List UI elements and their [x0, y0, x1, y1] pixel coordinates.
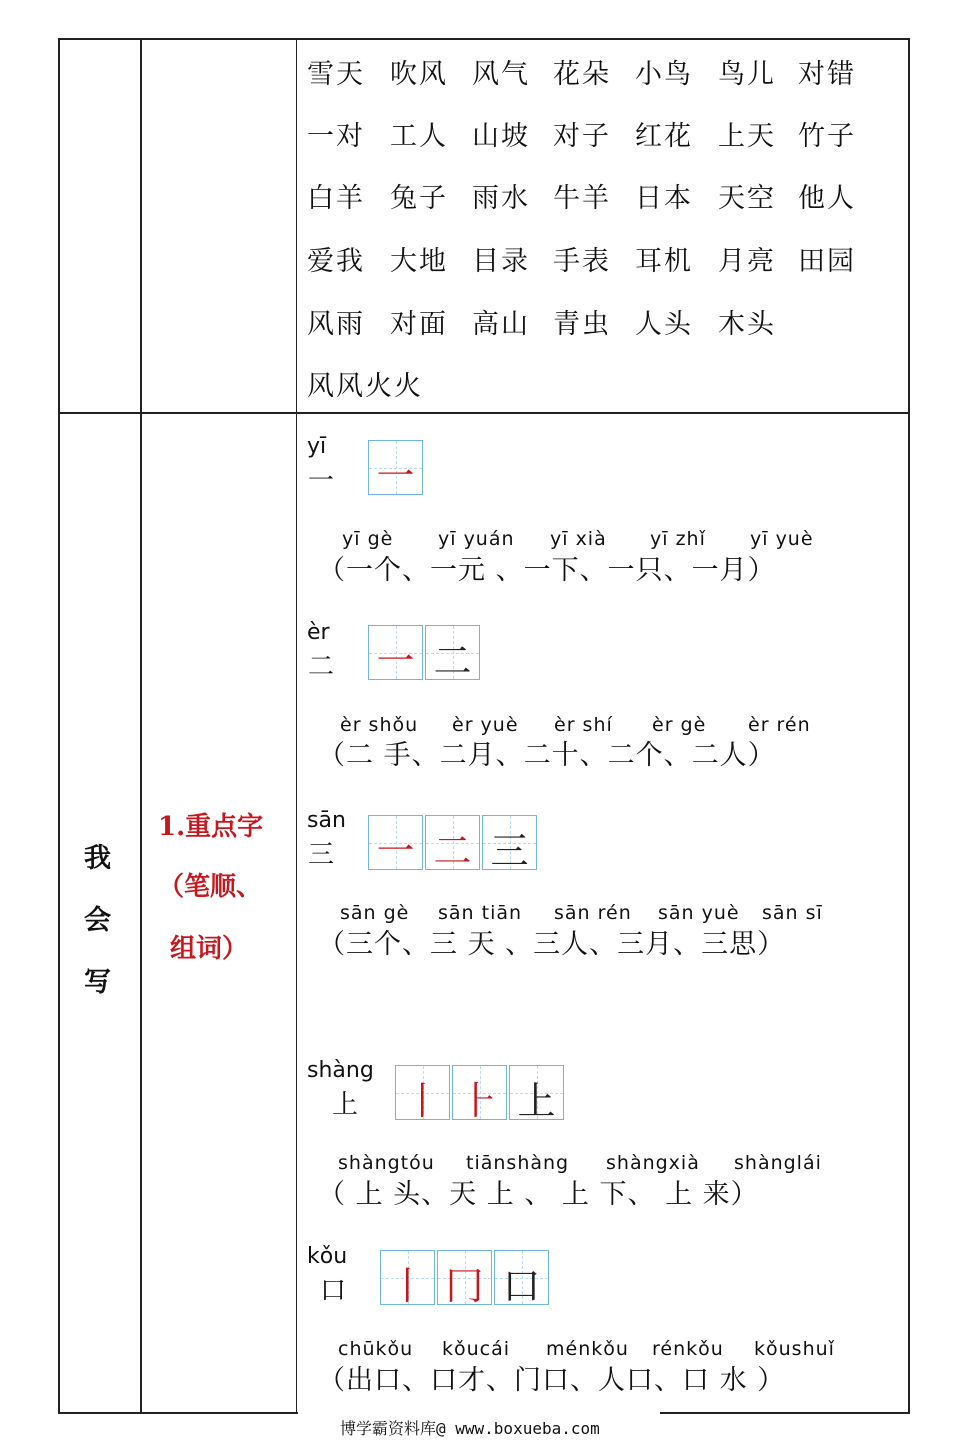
table-bottom-border	[58, 1412, 298, 1414]
table-col-divider-2	[296, 38, 297, 1413]
stroke-step: 上	[510, 1070, 563, 1125]
word-item: 风气	[472, 59, 530, 90]
word-pinyin: shàngxià	[606, 1152, 700, 1174]
word-item: 田园	[798, 246, 856, 277]
word-item: 牛羊	[553, 183, 611, 214]
word-item: 上天	[718, 121, 776, 152]
word-item: 木头	[718, 309, 776, 340]
word-item: 鸟儿	[718, 59, 776, 90]
word-pinyin: èr shí	[554, 714, 613, 736]
stroke-step-box	[425, 625, 480, 683]
word-pinyin: yī xià	[550, 528, 607, 550]
stroke-step: 三	[483, 820, 536, 875]
char-pinyin: shàng	[307, 1058, 374, 1083]
example-words: （出口、口才、门口、人口、口 水 ）	[318, 1365, 786, 1396]
word-item: 手表	[553, 246, 611, 277]
stroke-order-grid	[395, 1065, 566, 1123]
example-words: （ 上 头、天 上 、 上 下、 上 来）	[318, 1179, 759, 1210]
section-label-1: 我	[84, 843, 111, 874]
table-right-border	[908, 38, 910, 1413]
word-item: 高山	[472, 309, 530, 340]
word-item: 红花	[635, 121, 693, 152]
word-item: 月亮	[718, 246, 776, 277]
table-top-border	[58, 38, 910, 40]
stroke-step-box	[509, 1065, 564, 1123]
word-item: 对面	[390, 309, 448, 340]
stroke-step: 一	[376, 829, 415, 873]
word-item: 吹风	[390, 59, 448, 90]
stroke-step: 一	[376, 454, 415, 498]
stroke-step-box	[368, 625, 423, 683]
char-glyph: 上	[332, 1090, 359, 1120]
word-item: 目录	[472, 246, 530, 277]
word-item: 对子	[553, 121, 611, 152]
word-item: 雨水	[472, 183, 530, 214]
word-pinyin: yī zhǐ	[650, 528, 706, 550]
table-row-divider	[58, 412, 910, 414]
section-label-3: 写	[84, 967, 111, 998]
footer-watermark: 博学霸资料库@ www.boxueba.com	[340, 1419, 600, 1438]
word-pinyin: yī yuè	[750, 528, 814, 550]
stroke-step: 丨	[388, 1264, 427, 1308]
word-item: 风雨	[307, 309, 365, 340]
stroke-step: 二	[426, 630, 479, 685]
word-pinyin: chūkǒu	[338, 1338, 414, 1360]
word-pinyin: yī yuán	[438, 528, 515, 550]
word-item: 工人	[390, 121, 448, 152]
section-label-2: 会	[84, 905, 111, 936]
stroke-order-grid	[380, 1250, 551, 1308]
stroke-step-box	[368, 440, 423, 498]
char-pinyin: kǒu	[307, 1244, 348, 1269]
word-item: 山坡	[472, 121, 530, 152]
word-pinyin: sān gè	[340, 902, 410, 924]
word-item: 耳机	[635, 246, 693, 277]
stroke-order-grid	[368, 625, 482, 683]
char-pinyin: èr	[307, 620, 330, 645]
key-title-1: 1.重点字	[158, 812, 264, 842]
stroke-step-box	[437, 1250, 492, 1308]
stroke-step-box	[395, 1065, 450, 1123]
word-pinyin: tiānshàng	[466, 1152, 570, 1174]
stroke-step: 口	[495, 1255, 548, 1310]
word-item: 小鸟	[635, 59, 693, 90]
word-item: 他人	[798, 183, 856, 214]
word-item: 大地	[390, 246, 448, 277]
word-pinyin: rénkǒu	[652, 1338, 724, 1360]
word-pinyin: sān rén	[554, 902, 632, 924]
word-pinyin: yī gè	[342, 528, 394, 550]
table-col-divider-1	[140, 38, 142, 1413]
word-pinyin: sān tiān	[438, 902, 523, 924]
example-words: （一个、一元 、一下、一只、一月）	[318, 555, 776, 586]
word-pinyin: èr yuè	[452, 714, 519, 736]
word-item: 对错	[798, 59, 856, 90]
char-pinyin: yī	[307, 434, 327, 459]
example-words: （三个、三 天 、三人、三月、三思）	[318, 929, 786, 960]
char-glyph: 口	[320, 1276, 347, 1306]
stroke-step: ⺊	[460, 1079, 499, 1123]
table-bottom-border-right	[660, 1412, 910, 1414]
word-pinyin: sān yuè	[658, 902, 740, 924]
stroke-step-box	[368, 815, 423, 873]
char-glyph: 二	[308, 652, 335, 682]
stroke-step-box	[425, 815, 480, 873]
word-pinyin: ménkǒu	[546, 1338, 629, 1360]
word-pinyin: èr shǒu	[340, 714, 419, 736]
word-pinyin: èr gè	[652, 714, 707, 736]
example-words: （二 手、二月、二十、二个、二人）	[318, 740, 776, 771]
stroke-step-box	[452, 1065, 507, 1123]
word-item: 白羊	[307, 183, 365, 214]
stroke-step: 丨	[403, 1079, 442, 1123]
word-item: 竹子	[798, 121, 856, 152]
stroke-step: 一	[376, 639, 415, 683]
word-item: 一对	[307, 121, 365, 152]
key-title-2: （笔顺、	[158, 872, 263, 902]
key-title-3: 组词）	[170, 934, 249, 964]
stroke-order-grid	[368, 440, 425, 498]
word-pinyin: kǒucái	[442, 1338, 511, 1360]
stroke-step-box	[494, 1250, 549, 1308]
table-left-border	[58, 38, 60, 1413]
word-pinyin: sān sī	[762, 902, 823, 924]
word-item: 日本	[635, 183, 693, 214]
stroke-step: 二	[433, 829, 472, 873]
stroke-order-grid	[368, 815, 539, 873]
word-item: 爱我	[307, 246, 365, 277]
char-glyph: 三	[308, 840, 335, 870]
char-glyph: 一	[308, 466, 335, 496]
word-item: 兔子	[390, 183, 448, 214]
word-item: 天空	[718, 183, 776, 214]
word-item: 花朵	[553, 59, 611, 90]
stroke-step-box	[482, 815, 537, 873]
word-item: 青虫	[553, 309, 611, 340]
stroke-step: 冂	[445, 1264, 484, 1308]
word-pinyin: shàngtóu	[338, 1152, 435, 1174]
word-item: 人头	[635, 309, 693, 340]
word-pinyin: shànglái	[734, 1152, 822, 1174]
word-pinyin: èr rén	[748, 714, 811, 736]
char-pinyin: sān	[307, 808, 346, 833]
word-item: 风风火火	[307, 371, 423, 402]
word-pinyin: kǒushuǐ	[754, 1338, 835, 1360]
word-item: 雪天	[307, 59, 365, 90]
stroke-step-box	[380, 1250, 435, 1308]
